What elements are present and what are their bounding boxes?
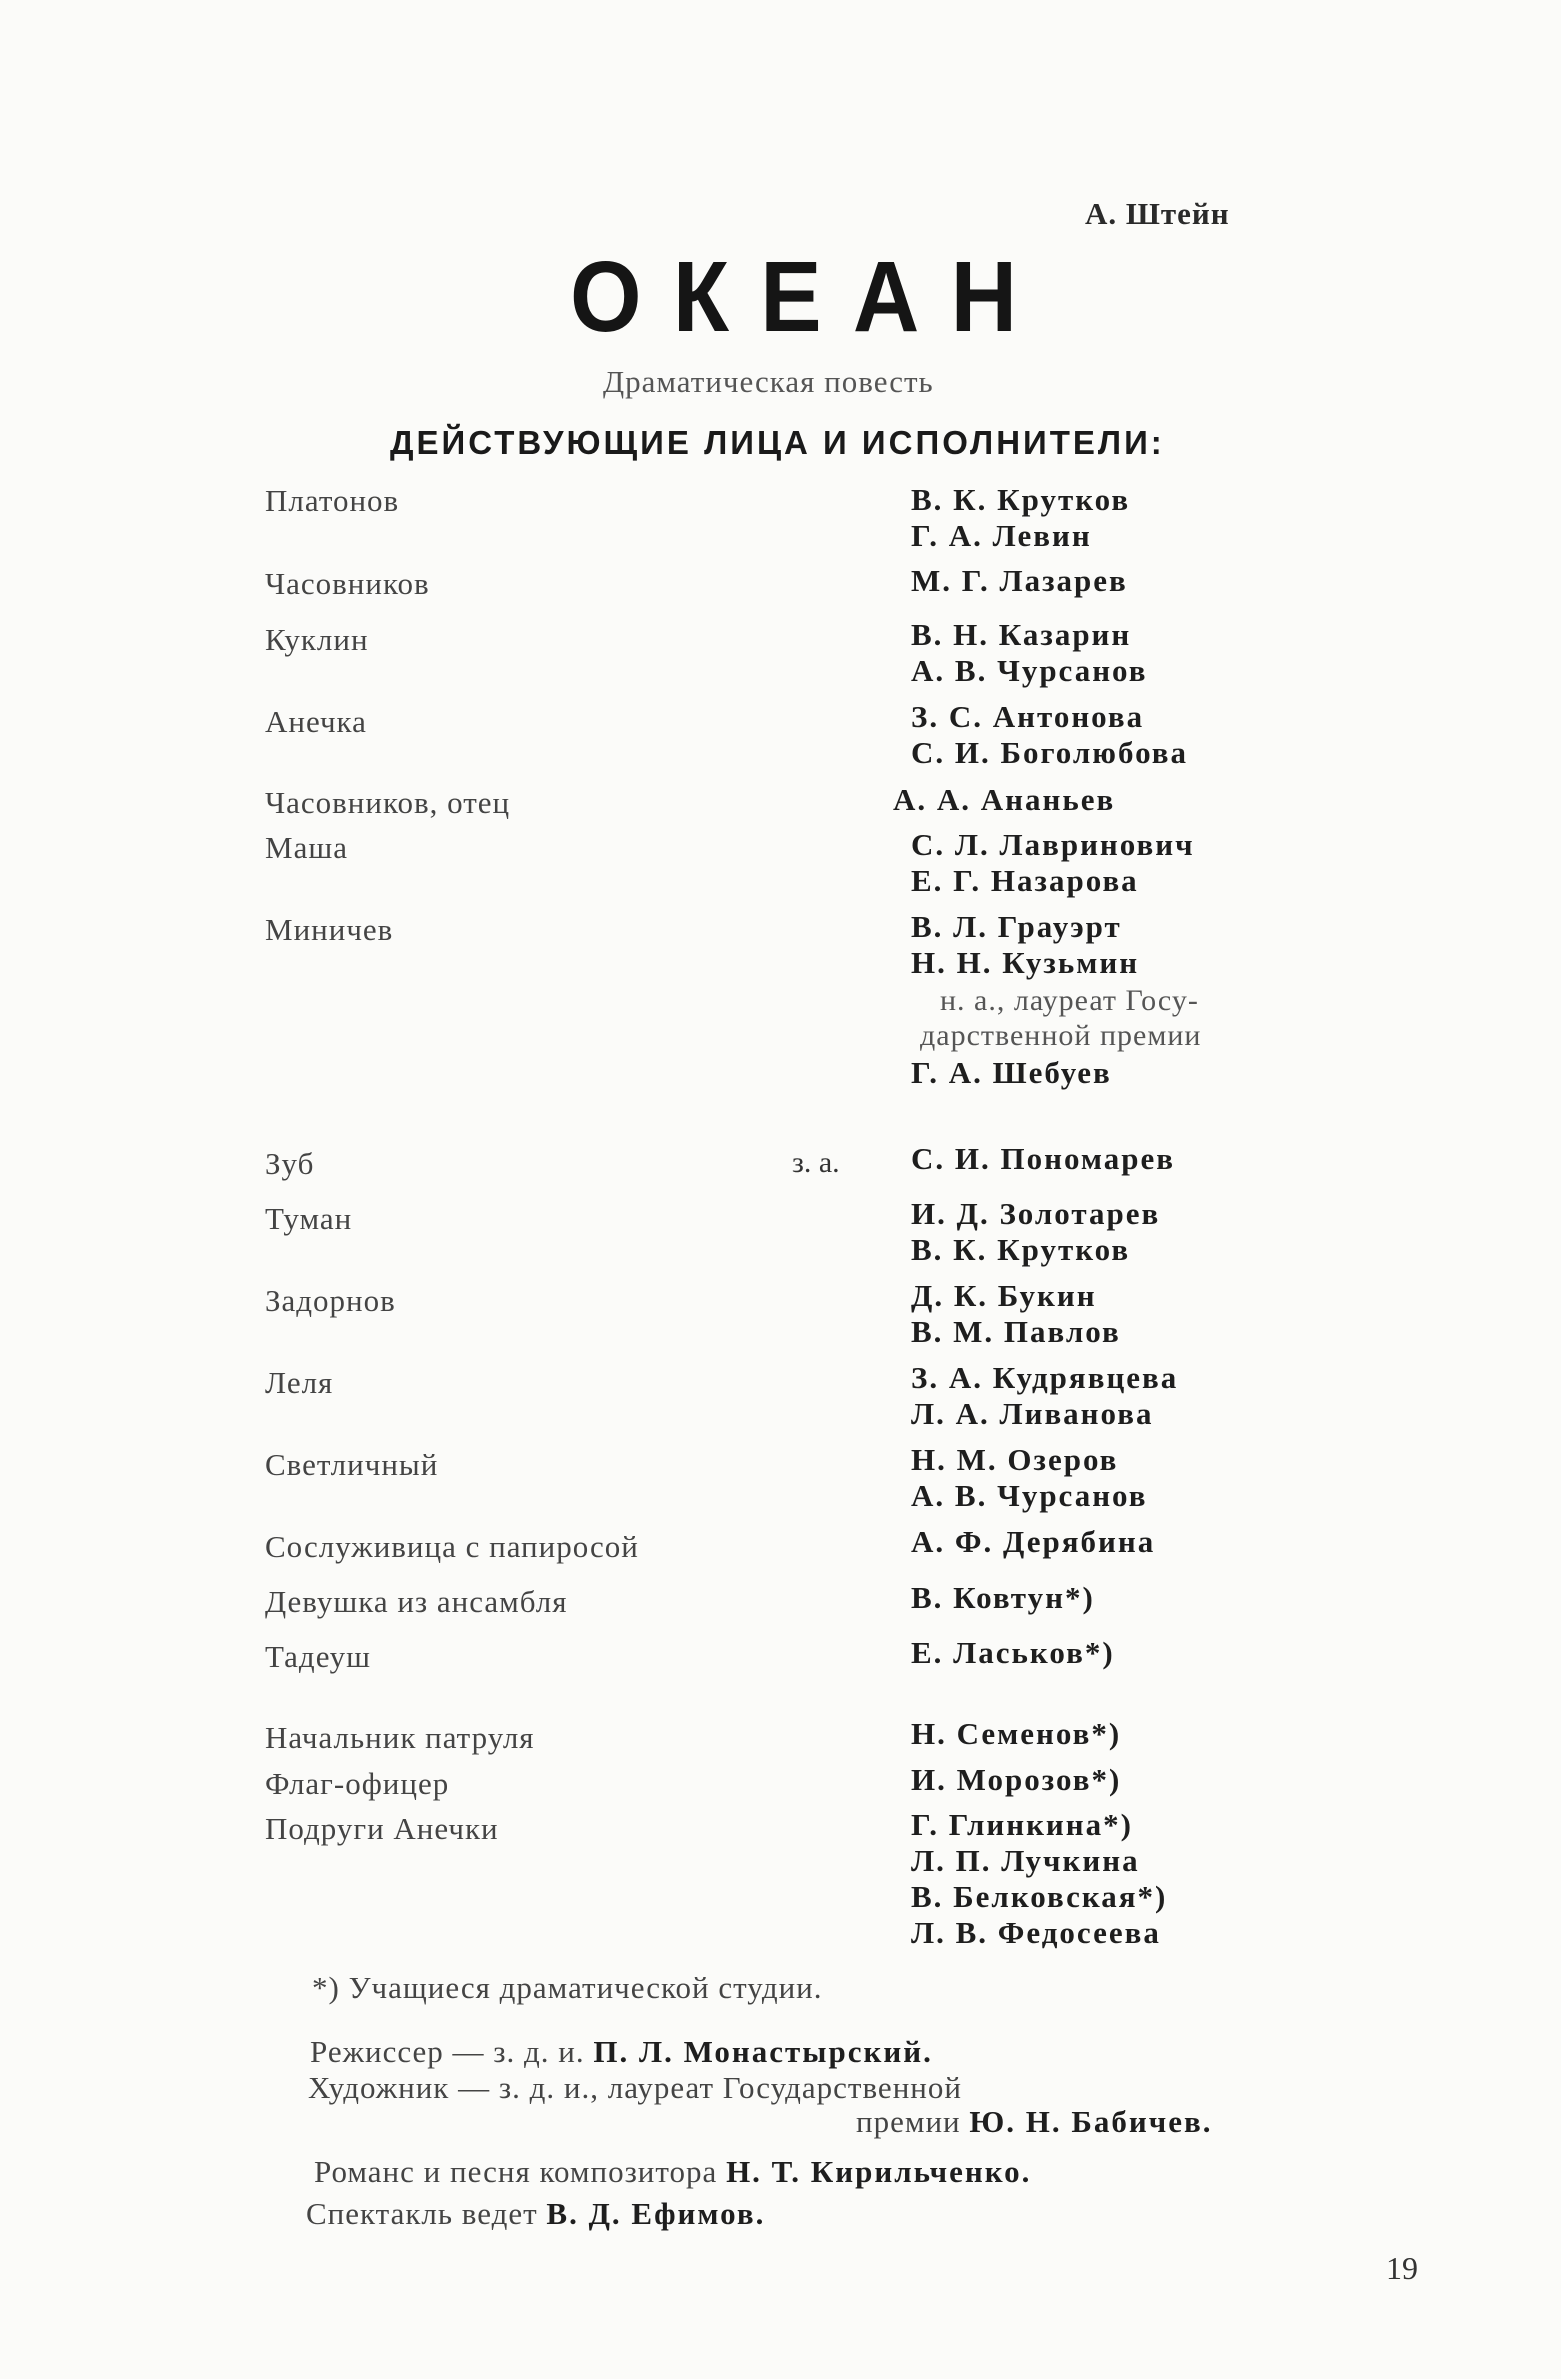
author: А. Штейн [1085, 196, 1230, 231]
actor-name: А. Ф. Дерябина [911, 1524, 1156, 1559]
credit-music [314, 2154, 1031, 2190]
role-name: Зуб [265, 1146, 315, 1181]
actor-name: Г. А. Левин [911, 518, 1092, 553]
role-name: Сослуживица с папиросой [265, 1529, 639, 1564]
actor-name: Л. П. Лучкина [911, 1843, 1140, 1878]
actor-name: В. Н. Казарин [911, 617, 1132, 652]
role-name: Тадеуш [265, 1639, 372, 1674]
role-name: Платонов [265, 483, 400, 518]
actor-name: Д. К. Букин [911, 1278, 1097, 1313]
actor-name: В. К. Крутков [911, 482, 1131, 517]
actor-name: Н. Семенов*) [911, 1716, 1122, 1751]
role-name: Маша [265, 830, 348, 865]
credit-label: Художник — з. д. и., лауреат Государственной [308, 2070, 962, 2105]
page-number: 19 [1386, 2250, 1418, 2286]
actor-name: В. Л. Грауэрт [911, 909, 1122, 944]
role-name: Флаг-офицер [265, 1766, 450, 1801]
credit-label: Режиссер — з. д. и. [310, 2034, 585, 2069]
credit-manager [306, 2196, 765, 2232]
role-name: Задорнов [265, 1283, 396, 1318]
actor-title-note: дарственной премии [920, 1019, 1202, 1052]
credit-artist [308, 2070, 962, 2106]
role-name: Подруги Анечки [265, 1811, 499, 1846]
role-name: Начальник патруля [265, 1720, 535, 1755]
actor-name: С. Л. Лавринович [911, 827, 1195, 862]
actor-name: Г. Глинкина*) [911, 1807, 1133, 1842]
credit-artist-cont [856, 2104, 1213, 2140]
play-title: ОКЕАН [570, 241, 1049, 353]
actor-name: Е. Ласьков*) [911, 1635, 1115, 1670]
actor-name: А. А. Ананьев [893, 782, 1116, 817]
cast-heading: ДЕЙСТВУЮЩИЕ ЛИЦА И ИСПОЛНИТЕЛИ: [390, 424, 1165, 461]
credit-person: Ю. Н. Бабичев. [969, 2104, 1213, 2139]
role-name: Куклин [265, 622, 369, 657]
actor-name: С. И. Боголюбова [911, 735, 1189, 770]
credit-person: Н. Т. Кирильченко. [726, 2154, 1032, 2189]
actor-name: Л. А. Ливанова [911, 1396, 1154, 1431]
actor-name: Н. М. Озеров [911, 1442, 1119, 1477]
credit-person: П. Л. Монастырский. [593, 2034, 933, 2069]
role-name: Туман [265, 1201, 353, 1236]
credit-person: В. Д. Ефимов. [546, 2196, 766, 2231]
role-name: Светличный [265, 1447, 439, 1482]
role-name: Леля [265, 1365, 334, 1400]
actor-name: В. Белковская*) [911, 1879, 1168, 1914]
actor-title-abbr: з. а. [792, 1146, 840, 1179]
actor-title-note: н. а., лауреат Госу- [940, 984, 1199, 1017]
role-name: Девушка из ансамбля [265, 1584, 568, 1619]
subtitle: Драматическая повесть [603, 364, 934, 399]
actor-name: В. М. Павлов [911, 1314, 1121, 1349]
role-name: Анечка [265, 704, 367, 739]
actor-name: М. Г. Лазарев [911, 563, 1128, 598]
actor-name: З. А. Кудрявцева [911, 1360, 1179, 1395]
actor-name: А. В. Чурсанов [911, 1478, 1148, 1513]
role-name: Часовников [265, 566, 430, 601]
actor-name: И. Д. Золотарев [911, 1196, 1161, 1231]
actor-name: А. В. Чурсанов [911, 653, 1148, 688]
role-name: Миничев [265, 912, 394, 947]
actor-name: Г. А. Шебуев [911, 1055, 1112, 1090]
footnote: *) Учащиеся драматической студии. [312, 1970, 823, 2005]
actor-name: В. К. Крутков [911, 1232, 1131, 1267]
actor-name: Е. Г. Назарова [911, 863, 1139, 898]
role-name: Часовников, отец [265, 785, 511, 820]
actor-name: И. Морозов*) [911, 1762, 1122, 1797]
credit-label: Спектакль ведет [306, 2196, 538, 2231]
actor-name: С. И. Пономарев [911, 1141, 1176, 1176]
credit-director [310, 2034, 933, 2070]
actor-name: Л. В. Федосеева [911, 1915, 1161, 1950]
credit-label: премии [856, 2104, 961, 2139]
credit-label: Романс и песня композитора [314, 2154, 718, 2189]
actor-name: В. Ковтун*) [911, 1580, 1095, 1615]
actor-name: З. С. Антонова [911, 699, 1145, 734]
actor-name: Н. Н. Кузьмин [911, 945, 1140, 980]
